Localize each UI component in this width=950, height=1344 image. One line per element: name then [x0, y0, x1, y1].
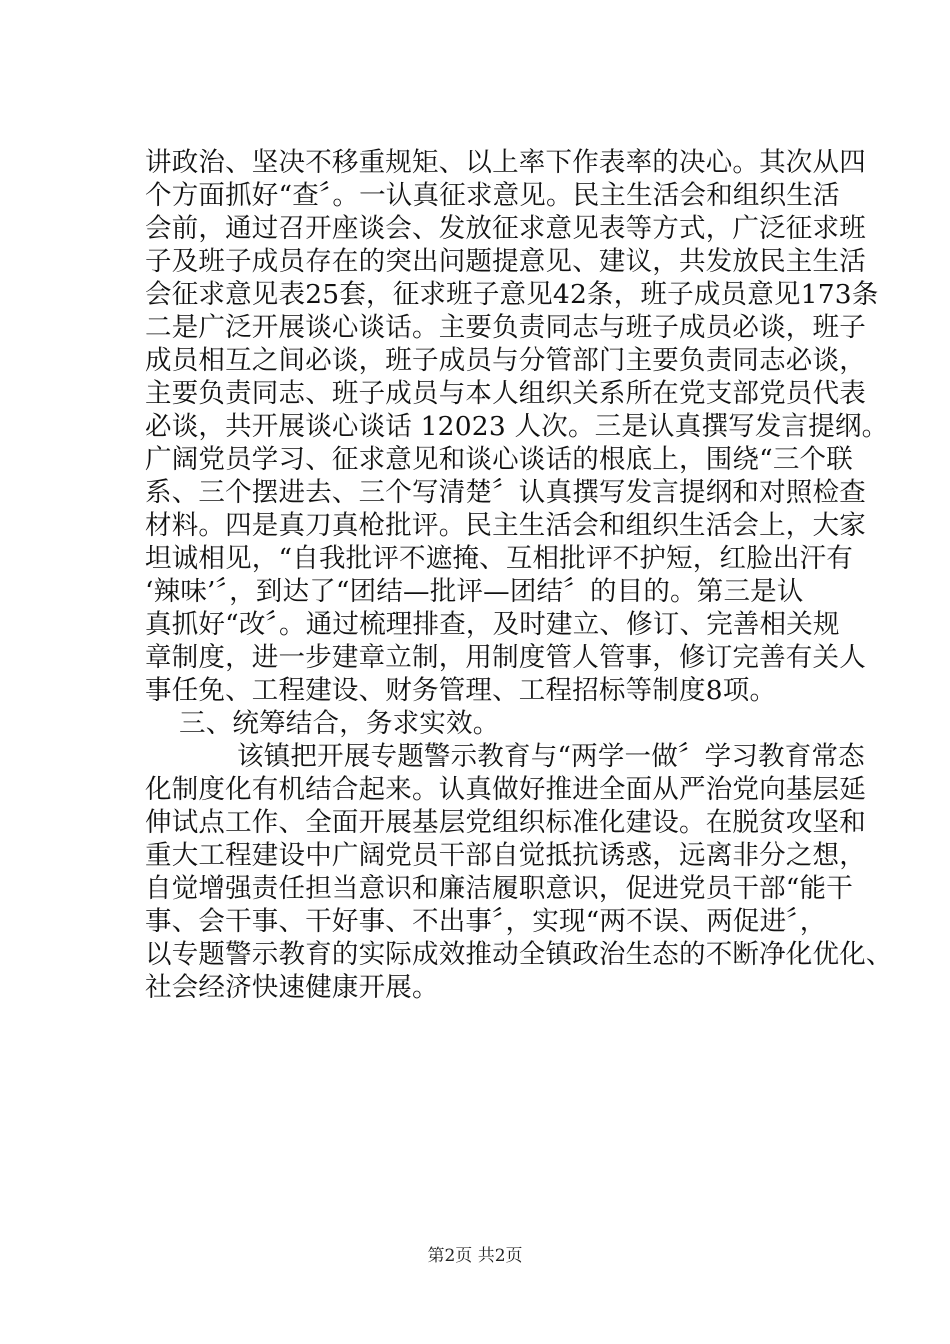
body-line: 讲政治、坚决不移重规矩、以上率下作表率的决心。其次从四 [145, 147, 866, 178]
body-line: 广阔党员学习、征求意见和谈心谈话的根底上，围绕“三个联 [145, 444, 853, 475]
body-line: 个方面抓好“查〞。一认真征求意见。民主生活会和组织生活 [145, 180, 840, 211]
body-line: 材料。四是真刀真枪批评。民主生活会和组织生活会上，大家 [145, 510, 866, 541]
body-line: 系、三个摆进去、三个写清楚〞认真撰写发言提纲和对照检查 [145, 477, 866, 508]
paragraph-line: 自觉增强责任担当意识和廉洁履职意识，促进党员干部“能干 [145, 873, 853, 904]
document-body [145, 146, 893, 1004]
paragraph-line: 以专题警示教育的实际成效推动全镇政治生态的不断净化优化、 [145, 939, 893, 970]
body-line: 真抓好“改〞。通过梳理排查，及时建立、修订、完善相关规 [145, 609, 840, 640]
body-line: 会前，通过召开座谈会、发放征求意见表等方式，广泛征求班 [145, 213, 866, 244]
body-line: ‘辣味’〞，到达了“团结—批评—团结〞的目的。第三是认 [145, 576, 804, 607]
section-heading: 三、统筹结合，务求实效。 [179, 708, 500, 739]
body-line: 坦诚相见，“自我批评不遮掩、互相批评不护短，红脸出汗有 [145, 543, 853, 574]
body-line: 会征求意见表25套，征求班子意见42条，班子成员意见173条 [145, 279, 879, 310]
body-line: 成员相互之间必谈，班子成员与分管部门主要负责同志必谈， [145, 345, 866, 376]
body-line: 章制度，进一步建章立制，用制度管人管事，修订完善有关人 [145, 642, 866, 673]
body-line: 子及班子成员存在的突出问题提意见、建议，共发放民主生活 [145, 246, 866, 277]
paragraph-line: 化制度化有机结合起来。认真做好推进全面从严治党向基层延 [145, 774, 866, 805]
body-line: 必谈，共开展谈心谈话 12023 人次。三是认真撰写发言提纲。 [145, 411, 889, 442]
paragraph-line: 伸试点工作、全面开展基层党组织标准化建设。在脱贫攻坚和 [145, 807, 866, 838]
paragraph-line: 事、会干事、干好事、不出事〞，实现“两不误、两促进〞， [145, 906, 827, 937]
body-line: 主要负责同志、班子成员与本人组织关系所在党支部党员代表 [145, 378, 866, 409]
paragraph-line: 社会经济快速健康开展。 [145, 972, 439, 1003]
paragraph-line: 重大工程建设中广阔党员干部自觉抵抗诱惑，远离非分之想， [145, 840, 866, 871]
paragraph-line: 该镇把开展专题警示教育与“两学一做〞学习教育常态 [237, 741, 865, 772]
body-line: 二是广泛开展谈心谈话。主要负责同志与班子成员必谈，班子 [145, 312, 866, 343]
body-line: 事任免、工程建设、财务管理、工程招标等制度8项。 [145, 675, 777, 706]
page-number-footer: 第2页 共2页 [427, 1246, 523, 1266]
